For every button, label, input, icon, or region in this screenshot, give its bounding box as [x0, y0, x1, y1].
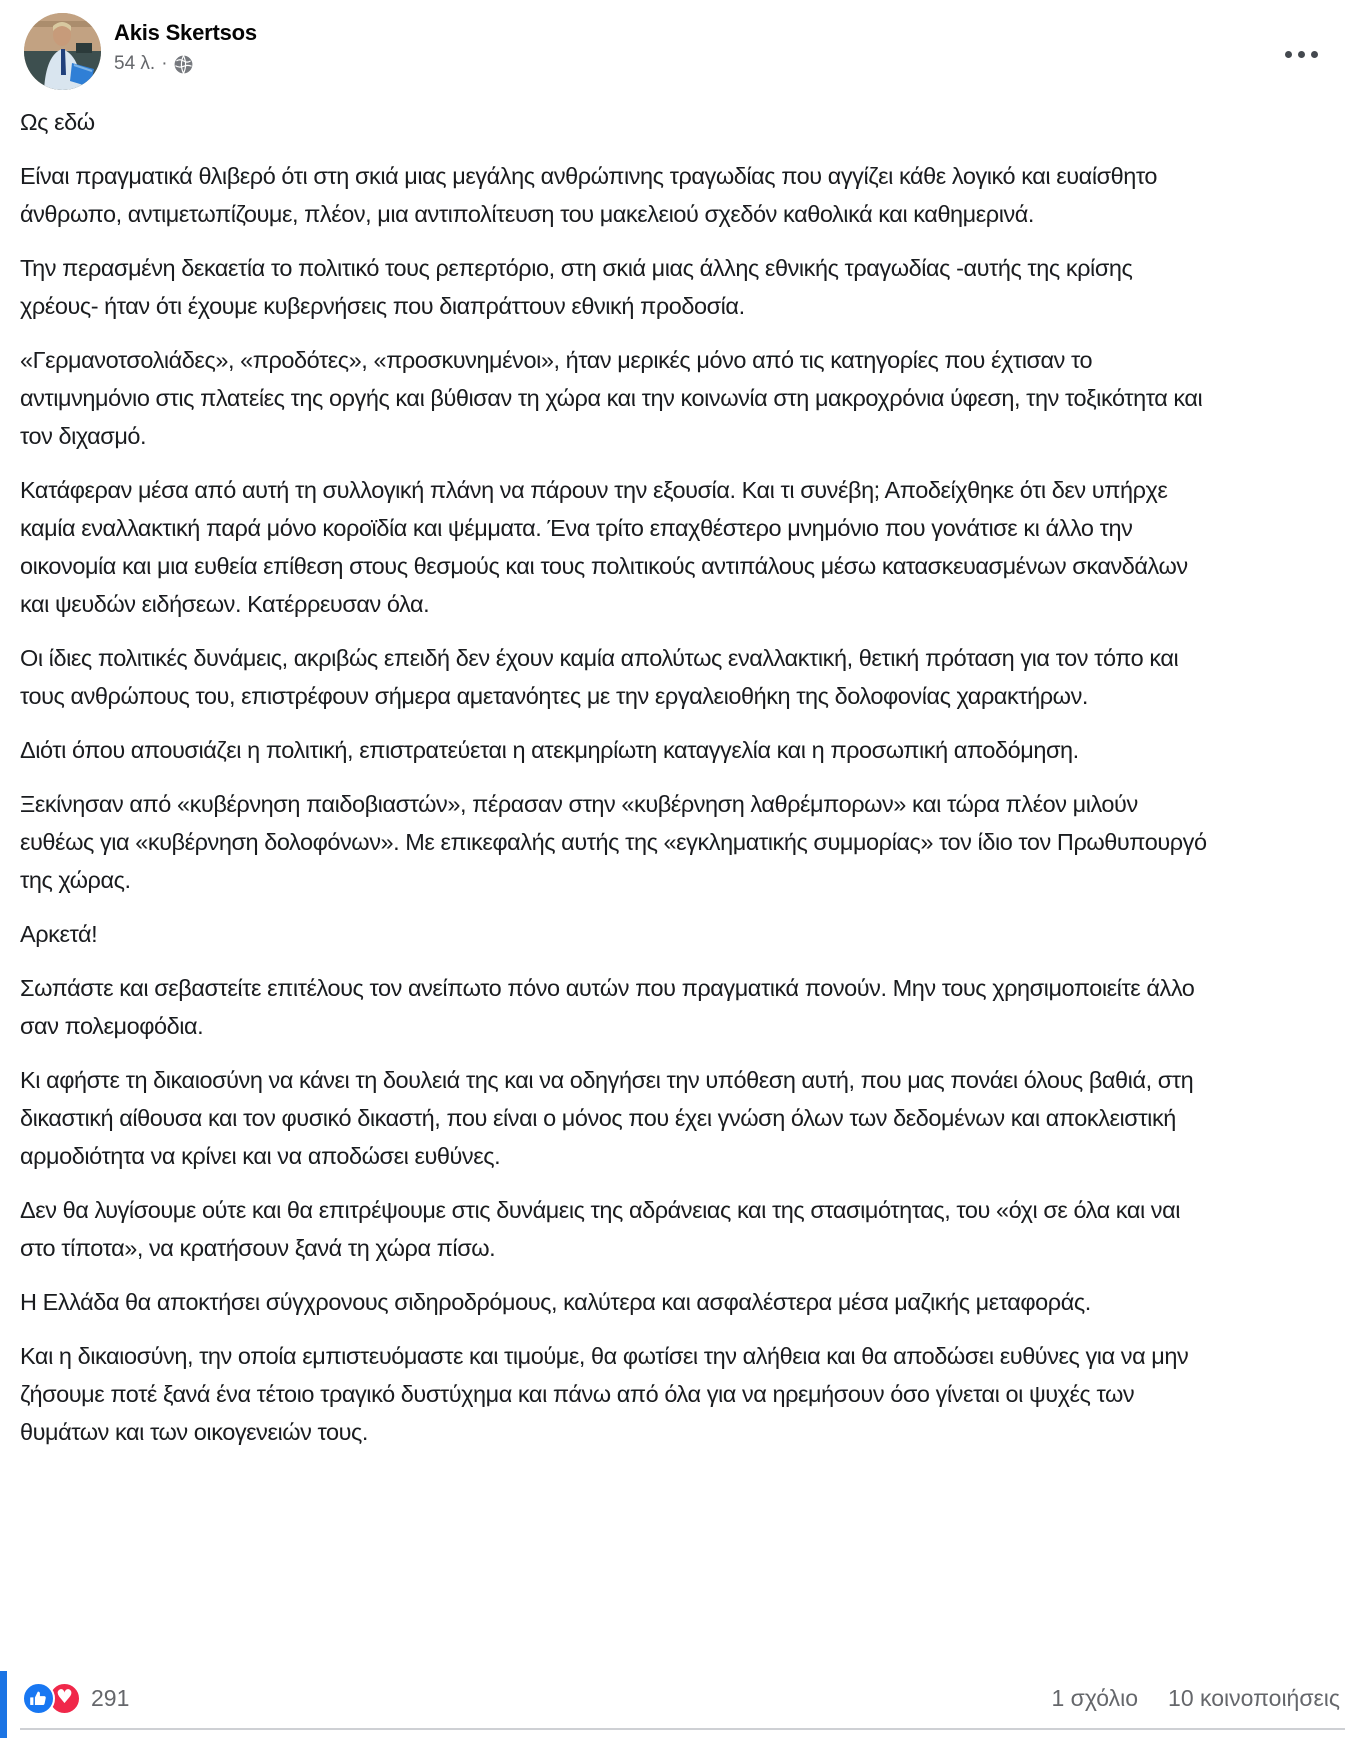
- post-paragraph: Αρκετά!: [20, 921, 98, 947]
- heart-glyph: ♥: [55, 1686, 74, 1708]
- avatar[interactable]: [24, 13, 101, 90]
- post-paragraph: «Γερμανοτσολιάδες», «προδότες», «προσκυνημένοι», ήταν μερικές μόνο από τις κατηγορίες που έχτισαν το αντιμνημόνιο στις πλατείες της οργής και βύθισαν τη χώρα και την κοινωνία στη μακροχρόνια ύφεση, την τοξικότητα και τον διχασμό.: [20, 347, 1203, 449]
- post-paragraph: Ξεκίνησαν από «κυβέρνηση παιδοβιαστών», πέρασαν στην «κυβέρνηση λαθρέμπορων» και τώρα πλέον μιλούν ευθέως για «κυβέρνηση δολοφόνων». Με επικεφαλής αυτής της «εγκληματικής συμμορίας» τον ίδιο τον Πρωθυπουργό της χώρας.: [20, 791, 1207, 893]
- post-paragraph: Ως εδώ: [20, 109, 95, 135]
- three-dots-menu-icon: [1298, 51, 1305, 58]
- like-thumb-icon[interactable]: [22, 1682, 55, 1715]
- footer-divider: [20, 1728, 1345, 1730]
- post-paragraph: Οι ίδιες πολιτικές δυνάμεις, ακριβώς επειδή δεν έχουν καμία απολύτως εναλλακτική, θετική πρόταση για τον τόπο και τους ανθρώπους του, επιστρέφουν σήμερα αμετανόητες με την εργαλειοθήκη της δολοφονίας χαρακτήρων.: [20, 645, 1179, 709]
- avatar-image: [24, 13, 101, 90]
- post-paragraph: Και η δικαιοσύνη, την οποία εμπιστευόμαστε και τιμούμε, θα φωτίσει την αλήθεια και θα αποδώσει ευθύνες για να μην ζήσουμε ποτέ ξανά ένα τέτοιο τραγικό δυστύχημα και πάνω από όλα για να ηρεμήσουν όσο γίνεται οι ψυχές των θυμάτων και των οικογενειών τους.: [20, 1343, 1189, 1445]
- post-paragraph: Δεν θα λυγίσουμε ούτε και θα επιτρέψουμε στις δυνάμεις της αδράνειας και της στασιμότητας, του «όχι σε όλα και ναι στο τίποτα», να κρατήσουν ξανά τη χώρα πίσω.: [20, 1197, 1181, 1261]
- post-text: [0, 90, 1360, 1451]
- post-paragraph: Κι αφήστε τη δικαιοσύνη να κάνει τη δουλειά της και να οδηγήσει την υπόθεση αυτή, που μας πονάει όλους βαθιά, στη δικαστική αίθουσα και τον φυσικό δικαστή, που είναι ο μόνος που έχει γνώση όλων των δεδομένων και αποκλειστική αρμοδιότητα να κρίνει και να αποδώσει ευθύνες.: [20, 1067, 1194, 1169]
- reactions-row: [0, 1676, 1360, 1715]
- post-menu-button[interactable]: [1281, 47, 1322, 62]
- meta-separator: ·: [161, 53, 168, 74]
- globe-public-icon: [174, 55, 193, 74]
- timestamp[interactable]: 54 λ.: [114, 53, 156, 74]
- author-name[interactable]: Akis Skertsos: [114, 20, 257, 45]
- post-meta: [114, 53, 257, 75]
- footer-counts: [1051, 1685, 1340, 1712]
- three-dots-menu-icon: [1285, 51, 1292, 58]
- three-dots-menu-icon: [1311, 51, 1318, 58]
- post-header: [0, 0, 1360, 90]
- post-paragraph: Η Ελλάδα θα αποκτήσει σύγχρονους σιδηροδρόμους, καλύτερα και ασφαλέστερα μέσα μαζικής μεταφοράς.: [20, 1289, 1091, 1315]
- left-accent-bar: [0, 1671, 7, 1738]
- reaction-count[interactable]: 291: [91, 1685, 130, 1711]
- post-paragraph: Σωπάστε και σεβαστείτε επιτέλους τον ανείπωτο πόνο αυτών που πραγματικά πονούν. Μην τους χρησιμοποιείτε άλλο σαν πολεμοφόδια.: [20, 975, 1195, 1039]
- post-paragraph: Διότι όπου απουσιάζει η πολιτική, επιστρατεύεται η ατεκμηρίωτη καταγγελία και η προσωπική αποδόμηση.: [20, 737, 1079, 763]
- post-paragraph: Κατάφεραν μέσα από αυτή τη συλλογική πλάνη να πάρουν την εξουσία. Και τι συνέβη; Αποδείχθηκε ότι δεν υπήρχε καμία εναλλακτική παρά μόνο κοροϊδία και ψέμματα. Ένα τρίτο επαχθέστερο μνημόνιο που γονάτισε κι άλλο την οικονομία και μια ευθεία επίθεση στους θεσμούς και τους πολιτικούς αντιπάλους μέσω κατασκευασμένων σκανδάλων και ψευδών ειδήσεων. Κατέρρευσαν όλα.: [20, 477, 1188, 617]
- post-paragraph: Την περασμένη δεκαετία το πολιτικό τους ρεπερτόριο, στη σκιά μιας άλλης εθνικής τραγωδίας -αυτής της κρίσης χρέους- ήταν ότι έχουμε κυβερνήσεις που διαπράττουν εθνική προδοσία.: [20, 255, 1133, 319]
- share-count[interactable]: 10 κοινοποιήσεις: [1168, 1685, 1340, 1711]
- post-paragraph: Είναι πραγματικά θλιβερό ότι στη σκιά μιας μεγάλης ανθρώπινης τραγωδίας που αγγίζει κάθε λογικό και ευαίσθητο άνθρωπο, αντιμετωπίζουμε, πλέον, μια αντιπολίτευση του μακελειού σχεδόν καθολικά και καθημερινά.: [20, 163, 1158, 227]
- post-footer: [0, 1676, 1360, 1730]
- comment-count[interactable]: 1 σχόλιο: [1051, 1685, 1139, 1711]
- header-info: [114, 13, 257, 75]
- reaction-icons[interactable]: [22, 1682, 81, 1715]
